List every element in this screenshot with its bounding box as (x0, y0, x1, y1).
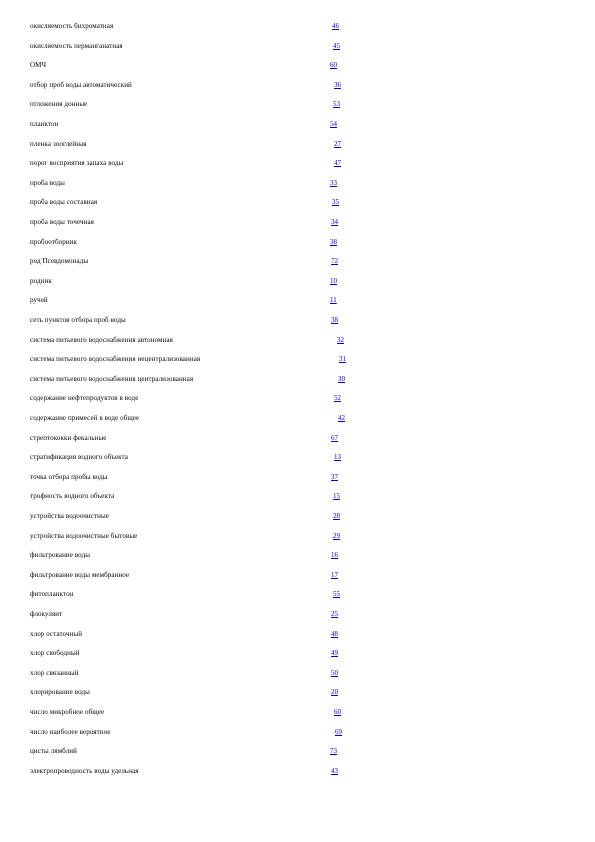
index-term: хлор остаточный (30, 629, 83, 638)
index-term: содержание нефтепродуктов в воде (30, 394, 139, 403)
index-term: окисляемость бихроматная (30, 22, 114, 30)
index-term: точка отбора пробы воды (30, 472, 108, 481)
page-number-link[interactable]: 72 (331, 257, 338, 266)
index-term: содержание примесей в воде общее (30, 414, 140, 422)
index-term: цисты лямблий (30, 747, 77, 756)
index-entry (30, 138, 570, 150)
index-term: система питьевого водоснабжения автономная (30, 335, 173, 344)
index-term: трофность водного объекта (30, 492, 115, 501)
page-number-link[interactable]: 46 (332, 22, 339, 30)
page-number-link[interactable]: 10 (330, 276, 337, 285)
page-number-link[interactable]: 73 (330, 747, 337, 756)
page-number-link[interactable]: 43 (331, 766, 338, 775)
page-number-link[interactable]: 47 (334, 159, 341, 168)
page-number-link[interactable]: 48 (331, 629, 338, 638)
index-term: стрептококки фекальные (30, 433, 107, 442)
page-number-link[interactable]: 15 (333, 492, 340, 501)
page-number-link[interactable]: 67 (331, 433, 338, 442)
index-term: пленка зооглейная (30, 139, 87, 148)
index-term: проба воды составная (30, 198, 98, 207)
index-term: система питьевого водоснабжения нецентрализованная (30, 355, 201, 364)
index-entry (30, 314, 570, 326)
index-entry (30, 647, 570, 659)
page-number-link[interactable]: 28 (333, 512, 340, 520)
index-entry (30, 412, 570, 424)
index-term: фитопланктон (30, 590, 74, 599)
page-number-link[interactable]: 11 (330, 296, 337, 305)
index-entry (30, 79, 570, 91)
index-term: стратификация водного объекта (30, 453, 129, 462)
page-number-link[interactable]: 54 (330, 120, 337, 128)
index-entry (30, 353, 570, 365)
index-term: родник (30, 276, 52, 285)
index-term: проба воды (30, 178, 65, 187)
index-entry (30, 196, 570, 208)
page-number-link[interactable]: 16 (331, 551, 338, 560)
page-number-link[interactable]: 35 (332, 198, 339, 207)
index-term: фильтрование воды мембранное (30, 570, 130, 579)
index-entry (30, 20, 570, 32)
index-entry (30, 686, 570, 698)
index-entry (30, 216, 570, 228)
index-entry (30, 765, 570, 777)
index-term: отложения донные (30, 100, 88, 109)
page-number-link[interactable]: 60 (330, 61, 337, 70)
page-number-link[interactable]: 45 (333, 41, 340, 50)
index-entry (30, 549, 570, 561)
index-entry (30, 471, 570, 483)
index-term: сеть пунктов отбора проб воды (30, 316, 126, 324)
index-term: ручей (30, 296, 48, 305)
index-entry (30, 667, 570, 679)
page-number-link[interactable]: 42 (338, 414, 345, 422)
index-entry (30, 569, 570, 581)
index-entry (30, 745, 570, 757)
page-number-link[interactable]: 31 (339, 355, 346, 364)
index-entry (30, 255, 570, 267)
index-entry (30, 118, 570, 130)
page-number-link[interactable]: 20 (331, 688, 338, 697)
index-term: отбор проб воды автоматический (30, 80, 132, 89)
page-number-link[interactable]: 49 (331, 649, 338, 658)
index-entry (30, 236, 570, 248)
index-term: фильтрование воды (30, 551, 91, 560)
index-entry (30, 588, 570, 600)
index-term: порог восприятия запаха воды (30, 159, 124, 168)
page-number-link[interactable]: 30 (338, 374, 345, 383)
page-number-link[interactable]: 37 (331, 472, 338, 481)
index-entry (30, 432, 570, 444)
page-number-link[interactable]: 34 (331, 218, 338, 226)
index-term: электропроводность воды удельная (30, 766, 139, 775)
index-entry (30, 608, 570, 620)
index-entry (30, 706, 570, 718)
index-entry (30, 451, 570, 463)
page-number-link[interactable]: 32 (337, 335, 344, 344)
page-number-link[interactable]: 55 (333, 590, 340, 599)
index-entry (30, 490, 570, 502)
index-entry (30, 392, 570, 404)
page-number-link[interactable]: 33 (330, 178, 337, 187)
page-number-link[interactable]: 53 (333, 100, 340, 109)
index-entry (30, 157, 570, 169)
page-number-link[interactable]: 38 (331, 316, 338, 324)
index-term: система питьевого водоснабжения централизованная (30, 374, 194, 383)
page-number-link[interactable]: 69 (335, 727, 342, 736)
page-number-link[interactable]: 25 (331, 610, 338, 618)
index-term: хлорирование воды (30, 688, 90, 697)
index-entry (30, 510, 570, 522)
index-entry (30, 275, 570, 287)
index-term: устройства водоочистные (30, 512, 109, 520)
index-entry (30, 726, 570, 738)
index-term: планктон (30, 120, 59, 128)
index-entry (30, 334, 570, 346)
index-term: ОМЧ (30, 61, 47, 70)
index-term: флокулянт (30, 610, 63, 618)
index-entry (30, 530, 570, 542)
index-term: число микробное общее (30, 708, 105, 716)
index-term: хлор связанный (30, 668, 79, 677)
page-number-link[interactable]: 50 (331, 668, 338, 677)
page-number-link[interactable]: 38 (330, 237, 337, 246)
index-term: род Псевдомонады (30, 257, 89, 266)
index-entry (30, 98, 570, 110)
page-number-link[interactable]: 36 (334, 80, 341, 89)
index-term: проба воды точечная (30, 218, 94, 226)
index-term: окисляемость перманганатная (30, 41, 123, 50)
page-number-link[interactable]: 29 (333, 531, 340, 540)
index-term: число наиболее вероятное (30, 727, 111, 736)
index-term: пробоотборник (30, 237, 78, 246)
page-number-link[interactable]: 27 (334, 139, 341, 148)
page-number-link[interactable]: 60 (334, 708, 341, 716)
index-entry (30, 40, 570, 52)
index-entry (30, 628, 570, 640)
page-number-link[interactable]: 52 (334, 394, 341, 403)
page-number-link[interactable]: 17 (331, 570, 338, 579)
page-number-link[interactable]: 13 (334, 453, 341, 462)
index-term: устройства водоочистные бытовые (30, 531, 138, 540)
index-entry (30, 177, 570, 189)
index-term: хлор свободный (30, 649, 80, 658)
index-entry (30, 373, 570, 385)
index-entry (30, 59, 570, 71)
index-entry (30, 294, 570, 306)
